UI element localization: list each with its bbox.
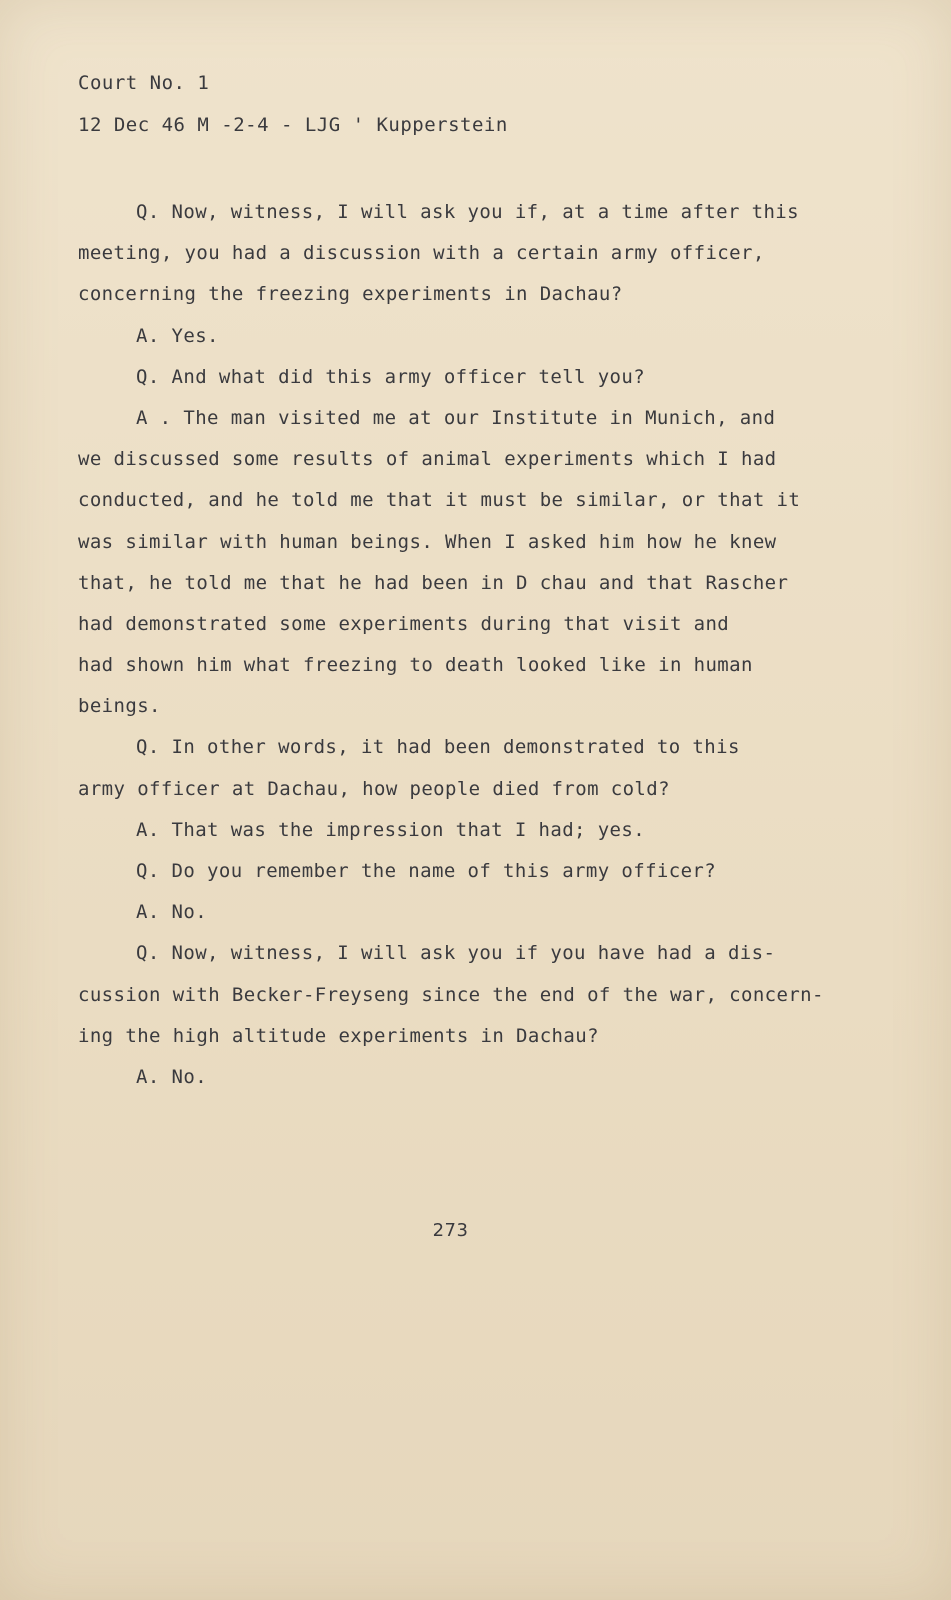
transcript-line: A. Yes. [136, 324, 219, 347]
transcript-line: A. No. [136, 901, 208, 924]
transcript-line: meeting, you had a discussion with a certain army officer, [78, 242, 765, 265]
transcript-line: A . The man visited me at our Institute in Munich, and [136, 406, 776, 429]
transcript-line: army officer at Dachau, how people died from cold? [78, 777, 670, 800]
transcript-line: we discussed some results of animal experiments which I had [78, 448, 777, 471]
transcript-line: was similar with human beings. When I asked him how he knew [78, 530, 777, 553]
transcript-line: Q. And what did this army officer tell you? [136, 365, 646, 388]
transcript-line: Q. Now, witness, I will ask you if you have had a dis- [136, 942, 776, 965]
transcript-line: cussion with Becker-Freyseng since the end of the war, concern- [78, 983, 824, 1006]
transcript-line: that, he told me that he had been in D chau and that Rascher [78, 571, 789, 594]
transcript-line: had shown him what freezing to death looked like in human [78, 654, 753, 677]
transcript-body [78, 192, 848, 1098]
transcript-line: Q. In other words, it had been demonstrated to this [136, 736, 740, 759]
page-number: 273 [432, 1220, 469, 1241]
court-number: Court No. 1 [78, 72, 210, 94]
transcript-line: A. That was the impression that I had; yes. [136, 818, 646, 841]
transcript-line: beings. [78, 695, 161, 718]
transcript-line: concerning the freezing experiments in Dachau? [78, 283, 623, 306]
transcript-line: Q. Do you remember the name of this army officer? [136, 860, 717, 882]
document-reference: 12 Dec 46 M -2-4 - LJG ' Kupperstein [78, 114, 508, 136]
transcript-line: A. No. [136, 1065, 208, 1088]
transcript-line: had demonstrated some experiments during that visit and [78, 612, 730, 635]
transcript-line: conducted, and he told me that it must be similar, or that it [78, 489, 801, 512]
transcript-line: ing the high altitude experiments in Dachau? [78, 1024, 599, 1047]
transcript-line: Q. Now, witness, I will ask you if, at a time after this [136, 201, 799, 223]
